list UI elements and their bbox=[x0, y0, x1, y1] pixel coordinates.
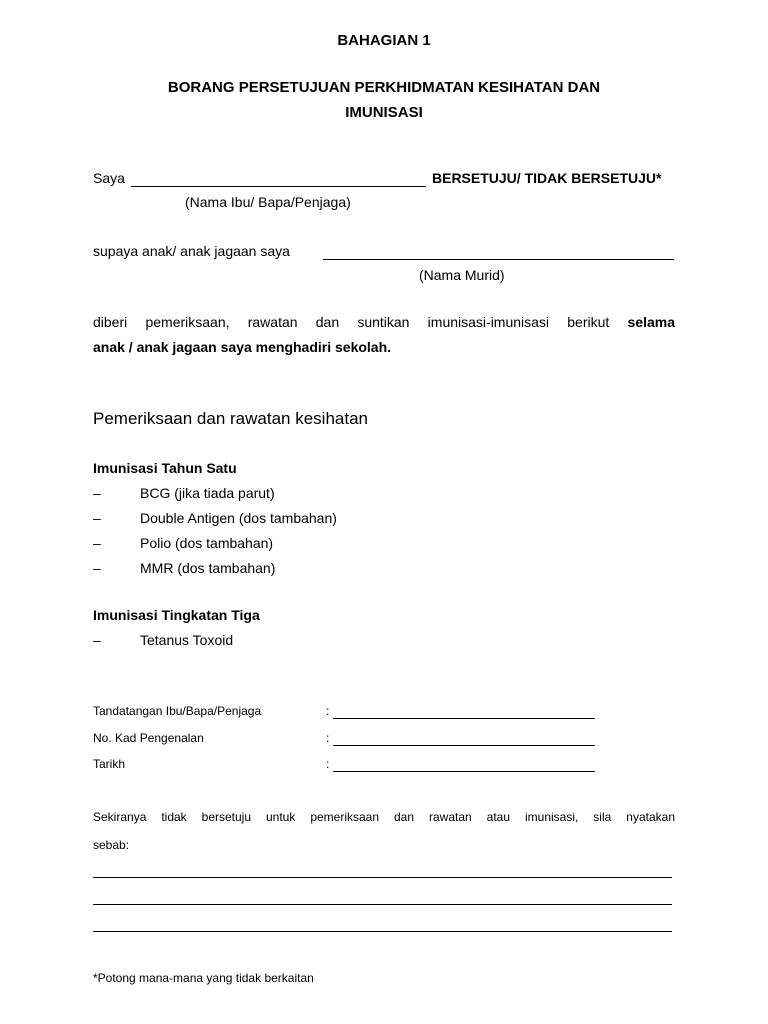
list-item: BCG (jika tiada parut) bbox=[140, 485, 275, 501]
consent-paragraph-bold: selama bbox=[627, 314, 675, 330]
list-dash-icon: – bbox=[93, 535, 101, 551]
list-item: Tetanus Toxoid bbox=[140, 632, 234, 648]
form-title-line1: BORANG PERSETUJUAN PERKHIDMATAN KESIHATAN DAN bbox=[167, 79, 601, 96]
footnote: *Potong mana-mana yang tidak berkaitan bbox=[93, 971, 314, 985]
ic-number-blank[interactable] bbox=[333, 745, 595, 746]
signature-label: Tandatangan Ibu/Bapa/Penjaga bbox=[93, 704, 262, 718]
services-heading: Pemeriksaan dan rawatan kesihatan bbox=[93, 409, 368, 428]
reason-line2: sebab: bbox=[93, 838, 130, 852]
reason-blank-line[interactable] bbox=[93, 877, 672, 878]
consent-paragraph-line2: anak / anak jagaan saya menghadiri sekolah. bbox=[93, 339, 392, 355]
child-name-blank[interactable] bbox=[323, 259, 674, 260]
signature-blank[interactable] bbox=[333, 718, 595, 719]
ic-number-label: No. Kad Pengenalan bbox=[93, 731, 204, 745]
saya-label: Saya bbox=[93, 170, 125, 186]
reason-line1: Sekiranya tidak bersetuju untuk pemeriksaan dan rawatan atau imunisasi, sila nyatakan bbox=[93, 810, 675, 824]
date-blank[interactable] bbox=[333, 771, 595, 772]
list-item: Polio (dos tambahan) bbox=[140, 535, 274, 551]
consent-paragraph-normal: diberi pemeriksaan, rawatan dan suntikan imunisasi-imunisasi berikut bbox=[93, 314, 610, 330]
ic-number-colon: : bbox=[326, 731, 330, 745]
section-heading: BAHAGIAN 1 bbox=[337, 32, 431, 49]
signature-colon: : bbox=[326, 704, 330, 718]
consent-paragraph-line1 bbox=[93, 314, 675, 330]
list-dash-icon: – bbox=[93, 485, 101, 501]
list-dash-icon: – bbox=[93, 632, 101, 648]
child-prefix: supaya anak/ anak jagaan saya bbox=[93, 243, 290, 259]
date-colon: : bbox=[326, 757, 330, 771]
parent-name-caption: (Nama Ibu/ Bapa/Penjaga) bbox=[185, 194, 351, 210]
agree-option: BERSETUJU/ TIDAK BERSETUJU* bbox=[432, 170, 662, 186]
reason-blank-line[interactable] bbox=[93, 931, 672, 932]
list-item: MMR (dos tambahan) bbox=[140, 560, 276, 576]
form-title-line2: IMUNISASI bbox=[345, 104, 423, 121]
parent-name-blank[interactable] bbox=[131, 186, 426, 187]
list-dash-icon: – bbox=[93, 560, 101, 576]
list-dash-icon: – bbox=[93, 510, 101, 526]
date-label: Tarikh bbox=[93, 757, 126, 771]
reason-blank-line[interactable] bbox=[93, 904, 672, 905]
year-one-heading: Imunisasi Tahun Satu bbox=[93, 460, 237, 476]
child-name-caption: (Nama Murid) bbox=[419, 267, 505, 283]
form-three-heading: Imunisasi Tingkatan Tiga bbox=[93, 607, 260, 623]
list-item: Double Antigen (dos tambahan) bbox=[140, 510, 337, 526]
